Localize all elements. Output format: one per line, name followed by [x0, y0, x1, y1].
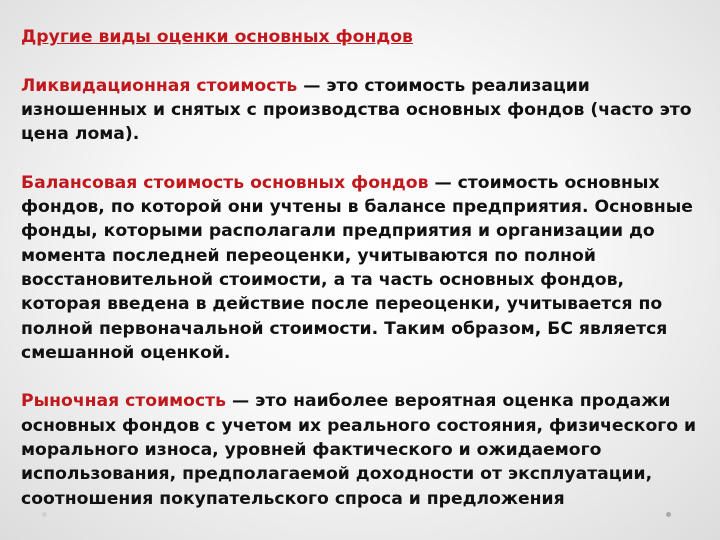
term-liquidation-value: Ликвидационная стоимость	[21, 75, 298, 96]
decorative-dot-left	[42, 512, 47, 517]
term-market-value: Рыночная стоимость	[21, 391, 226, 412]
decorative-dot-right	[666, 512, 671, 517]
definition-liquidation-value	[21, 74, 701, 147]
definition-text-book-value: — стоимость основных фондов, по которой они учтены в балансе предприятия. Основные фонды, которыми располагали предприятия и организации до момента последней переоценки, учитываются по полной восстановительной стоимости, а та часть основных фондов, которая введена в действие после переоценки, учитывается по полной первоначальной стоимости. Таким образом, БС является смешанной оценкой.	[21, 172, 693, 363]
term-book-value: Балансовая стоимость основных фондов	[21, 172, 429, 193]
definition-text-liquidation-value: — это стоимость реализации изношенных и снятых с производства основных фондов (часто это цена лома).	[21, 75, 692, 145]
slide-title: Другие виды оценки основных фондов	[21, 27, 413, 47]
definition-market-value	[21, 389, 701, 510]
definition-book-value	[21, 171, 701, 365]
definition-text-market-value: — это наиболее вероятная оценка продажи основных фондов с учетом их реального состояния, физического и морального износа, уровней фактического и ожидаемого использования, предполагаемой доходности от эксплуатации, соотношения покупательского спроса и предложения	[21, 391, 697, 509]
slide-content	[21, 25, 701, 511]
